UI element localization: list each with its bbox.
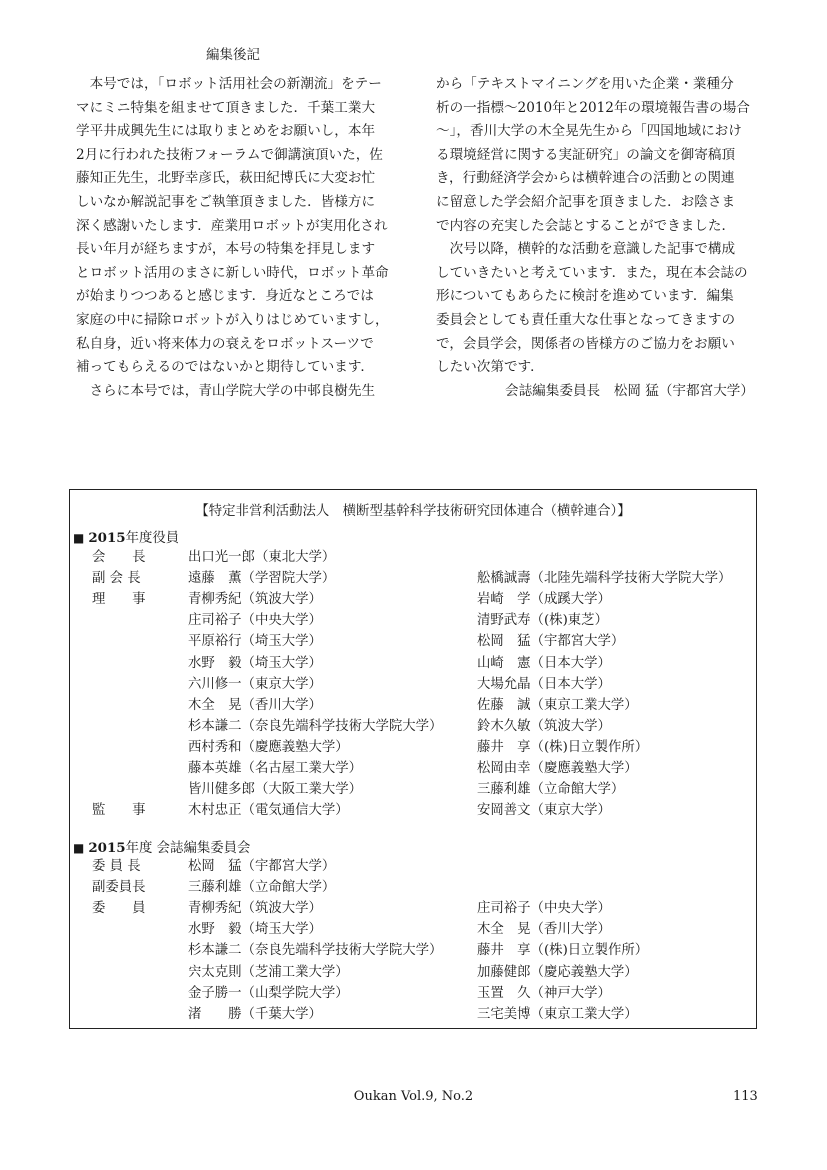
roster-member: 舩橋誠壽（北陸先端科学技術大学院大学） [477, 571, 732, 587]
roster-member: 西村秀和（慶應義塾大学） [188, 739, 349, 755]
roster-row [70, 715, 756, 736]
roster-row [70, 588, 756, 609]
roster-row [70, 567, 756, 588]
roster-heading: 【特定非営利活動法人 横断型基幹科学技術研究団体連合（横幹連合）】 [195, 504, 631, 519]
roster-row [70, 652, 756, 673]
roster-row [70, 694, 756, 715]
roster-member: 藤井 享（(株)日立製作所） [477, 739, 649, 755]
roster-member: 清野武寿（(株)東芝） [477, 613, 608, 629]
afterword-line: で内容の充実した会誌とすることができました． [436, 217, 736, 234]
roster-role: 理 事 [92, 592, 146, 608]
roster-member: 鈴木久敏（筑波大学） [477, 718, 611, 734]
roster-member: 庄司裕子（中央大学） [188, 613, 322, 629]
roster-role: 委 員 [92, 901, 146, 917]
afterword-line: が始まりつつあると感じます．身近なところでは [76, 288, 374, 305]
roster-member: 金子勝一（山梨学院大学） [188, 985, 349, 1001]
afterword-line: とロボット活用のまさに新しい時代，ロボット革命 [76, 264, 389, 281]
square-bullet-icon: ■ [73, 841, 85, 855]
afterword-line: で，会員学会，関係者の皆様方のご協力をお願い [436, 335, 735, 352]
roster-member: 松岡 猛（宇都宮大学） [477, 634, 625, 650]
editorial-label: 年度 会誌編集委員会 [125, 841, 251, 856]
afterword-line: しいなか解説記事をご執筆頂きました．皆様方に [76, 193, 376, 210]
afterword-line: に留意した学会紹介記事を頂きました．お陰さま [436, 193, 736, 210]
officers-section-heading [73, 527, 179, 546]
afterword-title: 編集後記 [206, 47, 260, 63]
afterword-line: 私自身，近い将来体力の衰えをロボットスーツで [76, 335, 374, 352]
afterword-signature: 会誌編集委員長 松岡 猛（宇都宮大学） [504, 382, 754, 399]
roster-member: 藤本英雄（名古屋工業大学） [188, 761, 363, 776]
editorial-year: 2015 [88, 840, 126, 856]
roster-row [70, 609, 756, 630]
roster-role: 会 長 [92, 550, 146, 565]
page-number: 113 [733, 1089, 758, 1104]
roster-row [70, 546, 756, 567]
roster-row [70, 876, 756, 897]
roster-member: 平原裕行（埼玉大学） [188, 634, 322, 650]
afterword-line: 補ってもらえるのではないかと期待しています． [76, 359, 374, 376]
roster-member: 松岡由幸（慶應義塾大学） [477, 761, 638, 776]
roster-member: 三藤利雄（立命館大学） [188, 880, 336, 896]
officers-label: 年度役員 [125, 531, 180, 546]
roster-row [70, 918, 756, 939]
roster-row [70, 736, 756, 757]
roster-member: 宍太克則（芝浦工業大学） [188, 964, 349, 980]
roster-member: 青柳秀紀（筑波大学） [188, 592, 322, 608]
footer-journal: Oukan Vol.9, No.2 [353, 1089, 474, 1104]
afterword-line: したい次第です． [436, 359, 544, 376]
roster-member: 水野 毅（埼玉大学） [188, 922, 322, 938]
roster-member: 木全 晃（香川大学） [188, 697, 322, 713]
roster-member: 安岡善文（東京大学） [477, 803, 611, 819]
roster-member: 加藤健郎（慶応義塾大学） [477, 964, 638, 980]
roster-row [70, 982, 756, 1003]
roster-member: 木全 晃（香川大学） [477, 922, 611, 938]
afterword-line: 学平井成興先生には取りまとめをお願いし，本年 [76, 123, 376, 140]
roster-member: 遠藤 薫（学習院大学） [188, 571, 336, 587]
roster-member: 渚 勝（千葉大学） [188, 1006, 322, 1022]
editorial-section-heading [73, 837, 250, 856]
afterword-line: していきたいと考えています．また，現在本会誌の [436, 264, 748, 281]
roster-row [70, 1003, 756, 1024]
afterword-line: マにミニ特集を組ませて頂きました．千葉工業大 [76, 99, 376, 116]
roster-member: 松岡 猛（宇都宮大学） [188, 859, 336, 874]
roster-row [70, 673, 756, 694]
roster-role: 委 員 長 [92, 859, 141, 874]
afterword-line: 深く感謝いたします．産業用ロボットが実用化され [76, 217, 388, 234]
afterword-line: 形についてもあらたに検討を進めています．編集 [436, 288, 734, 305]
roster-member: 佐藤 誠（東京工業大学） [477, 697, 638, 713]
roster-member: 玉置 久（神戸大学） [477, 985, 611, 1001]
roster-member: 皆川健多郎（大阪工業大学） [188, 782, 363, 798]
roster-box [69, 489, 757, 1029]
roster-row [70, 961, 756, 982]
roster-member: 岩崎 学（成蹊大学） [477, 592, 611, 608]
roster-member: 六川修一（東京大学） [188, 676, 322, 692]
roster-role: 監 事 [92, 803, 146, 819]
roster-row [70, 757, 756, 778]
roster-member: 三藤利雄（立命館大学） [477, 782, 625, 798]
afterword-line: 家庭の中に掃除ロボットが入りはじめていますし， [76, 311, 389, 328]
roster-member: 水野 毅（埼玉大学） [188, 655, 322, 671]
roster-member: 青柳秀紀（筑波大学） [188, 901, 322, 917]
roster-member: 三宅美博（東京工業大学） [477, 1006, 638, 1022]
square-bullet-icon: ■ [73, 531, 85, 545]
roster-role: 副 会 長 [92, 571, 141, 587]
afterword-line: き，行動経済学会からは横幹連合の活動との関連 [436, 170, 735, 187]
roster-role: 副委員長 [92, 880, 146, 896]
roster-member: 木村忠正（電気通信大学） [188, 803, 349, 819]
roster-member: 大場允晶（日本大学） [477, 676, 611, 692]
afterword-line: 次号以降，横幹的な活動を意識した記事で構成 [436, 241, 736, 258]
afterword-line: 2月に行われた技術フォーラムで御講演頂いた，佐 [76, 146, 383, 163]
roster-row [70, 939, 756, 960]
afterword-line: る環境経営に関する実証研究」の論文を御寄稿頂 [436, 146, 736, 163]
afterword-line: 本号では，「ロボット活用社会の新潮流」をテー [76, 76, 382, 92]
afterword-left-column [76, 73, 394, 403]
afterword-line: 委員会としても責任重大な仕事となってきますの [436, 311, 736, 328]
roster-member: 杉本謙二（奈良先端科学技術大学院大学） [188, 718, 443, 734]
afterword-line: から「テキストマイニングを用いた企業・業種分 [436, 76, 734, 92]
roster-row [70, 855, 756, 876]
roster-row [70, 799, 756, 820]
roster-row [70, 630, 756, 651]
officers-year: 2015 [88, 530, 126, 546]
roster-member: 山崎 憲（日本大学） [477, 655, 611, 671]
roster-member: 庄司裕子（中央大学） [477, 901, 611, 917]
afterword-line: 長い年月が経ちますが，本号の特集を拝見します [76, 241, 376, 258]
roster-member: 藤井 享（(株)日立製作所） [477, 943, 649, 959]
afterword-line: 藤知正先生，北野幸彦氏，萩田紀博氏に大変お忙 [76, 170, 376, 187]
afterword-line: 析の一指標〜2010年と2012年の環境報告書の場合 [436, 99, 750, 116]
roster-member: 杉本謙二（奈良先端科学技術大学院大学） [188, 943, 443, 959]
roster-row [70, 897, 756, 918]
roster-row [70, 778, 756, 799]
roster-member: 出口光一郎（東北大学） [188, 550, 336, 565]
afterword-right-column [436, 73, 754, 403]
afterword-line: 〜」，香川大学の木全晃先生から「四国地域におけ [436, 123, 742, 140]
afterword-line: さらに本号では，青山学院大学の中邨良樹先生 [76, 382, 376, 399]
